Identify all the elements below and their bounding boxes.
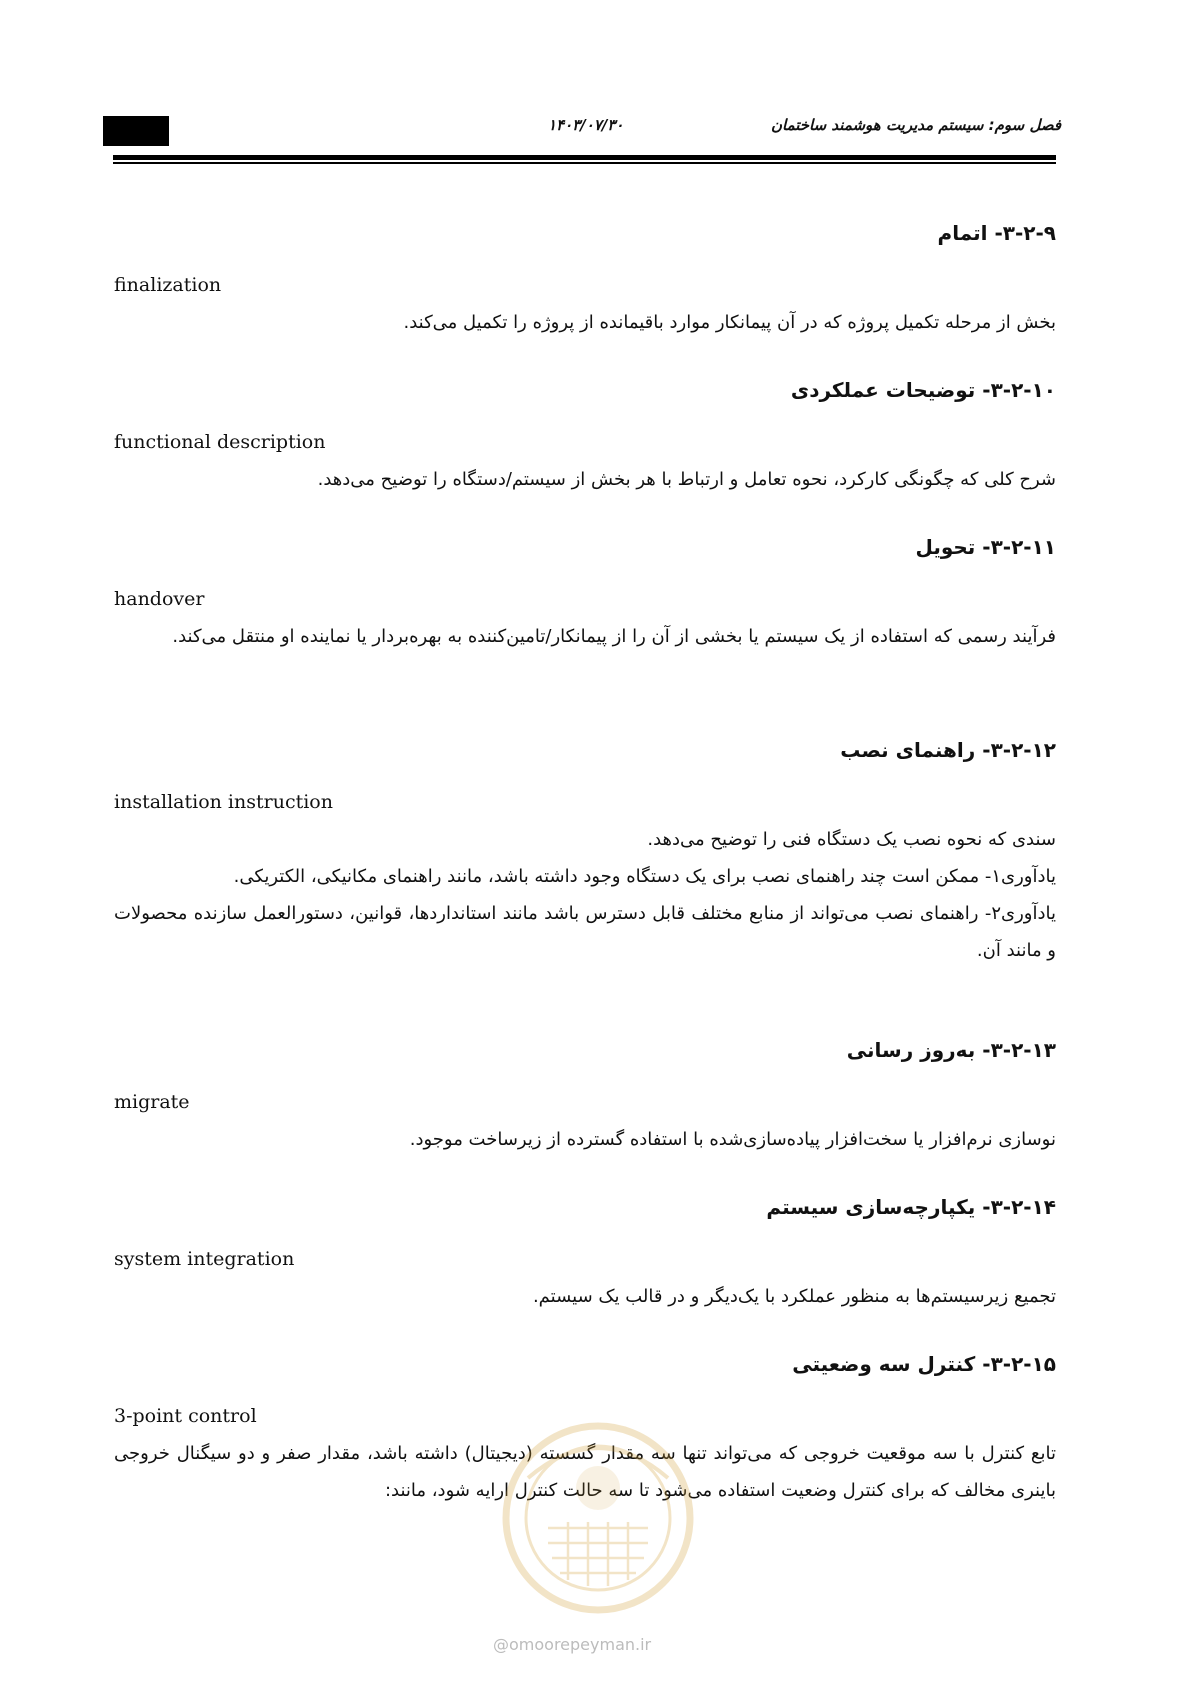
section-heading: ۳-۲-۱۰- توضیحات عملکردی: [790, 378, 1056, 402]
header-rule-thin: [113, 162, 1056, 164]
definition-text: نوسازی نرم‌افزار یا سخت‌افزار پیاده‌سازی‌شده با استفاده گسترده از زیرساخت موجود.: [409, 1129, 1056, 1150]
english-term: system integration: [114, 1248, 295, 1270]
header-rule-thick: [113, 155, 1056, 160]
definition-text: فرآیند رسمی که استفاده از یک سیستم یا بخشی از آن را از پیمانکار/تامین‌کننده به بهره‌بردار یا نماینده او منتقل می‌کند.: [172, 626, 1056, 647]
definition-entry: [114, 736, 1056, 969]
section-heading: ۳-۲-۹- اتمام: [937, 221, 1056, 245]
definition-text: شرح کلی که چگونگی کارکرد، نحوه تعامل و ارتباط با هر بخش از سیستم/دستگاه را توضیح می‌دهد.: [317, 469, 1056, 490]
section-heading: ۳-۲-۱۳- به‌روز رسانی: [846, 1038, 1056, 1062]
definition-text: تابع کنترل با سه موقعیت خروجی که می‌تواند تنها سه مقدار گسسته (دیجیتال) داشته باشد، مقدار صفر و دو سیگنال خروجی باینری مخالف که برای کنترل وضعیت استفاده می‌شود تا سه حالت کنترل ارایه شود، مانند:: [114, 1443, 1056, 1501]
note-text: یادآوری۱- ممکن است چند راهنمای نصب برای یک دستگاه وجود داشته باشد، مانند راهنمای مکانیکی، الکتریکی.: [233, 866, 1056, 887]
section-heading: ۳-۲-۱۲- راهنمای نصب: [840, 738, 1056, 762]
note-text: یادآوری۲- راهنمای نصب می‌تواند از منابع مختلف قابل دسترس باشد مانند استانداردها، قوانین، دستورالعمل سازنده محصولات و مانند آن.: [114, 903, 1056, 961]
definition-entry: [114, 1036, 1056, 1158]
english-term: handover: [114, 588, 205, 610]
english-term: installation instruction: [114, 791, 333, 813]
definition-text: سندی که نحوه نصب یک دستگاه فنی را توضیح می‌دهد.: [647, 829, 1056, 850]
header-chapter-title: فصل سوم: سیستم مدیریت هوشمند ساختمان: [771, 116, 1061, 134]
watermark-url: @omoorepeyman.ir: [493, 1635, 652, 1654]
definition-entry: [114, 1193, 1056, 1315]
definition-text: بخش از مرحله تکمیل پروژه که در آن پیمانکار موارد باقیمانده از پروژه را تکمیل می‌کند.: [403, 312, 1056, 333]
section-heading: ۳-۲-۱۵- کنترل سه وضعیتی: [792, 1352, 1056, 1376]
english-term: functional description: [114, 431, 326, 453]
english-term: 3-point control: [114, 1405, 257, 1427]
header-black-block: [103, 116, 169, 146]
definition-entry: [114, 533, 1056, 655]
english-term: finalization: [114, 274, 222, 296]
definition-entry: [114, 376, 1056, 498]
definition-text: تجمیع زیرسیستم‌ها به منظور عملکرد با یک‌دیگر و در قالب یک سیستم.: [532, 1286, 1056, 1307]
section-heading: ۳-۲-۱۴- یکپارچه‌سازی سیستم: [766, 1195, 1056, 1219]
section-heading: ۳-۲-۱۱- تحویل: [915, 535, 1056, 559]
english-term: migrate: [114, 1091, 190, 1113]
watermark-seal-icon: [488, 1418, 708, 1618]
definition-entry: [114, 219, 1056, 341]
header-date: ۱۴۰۳/۰۷/۳۰: [548, 116, 624, 134]
